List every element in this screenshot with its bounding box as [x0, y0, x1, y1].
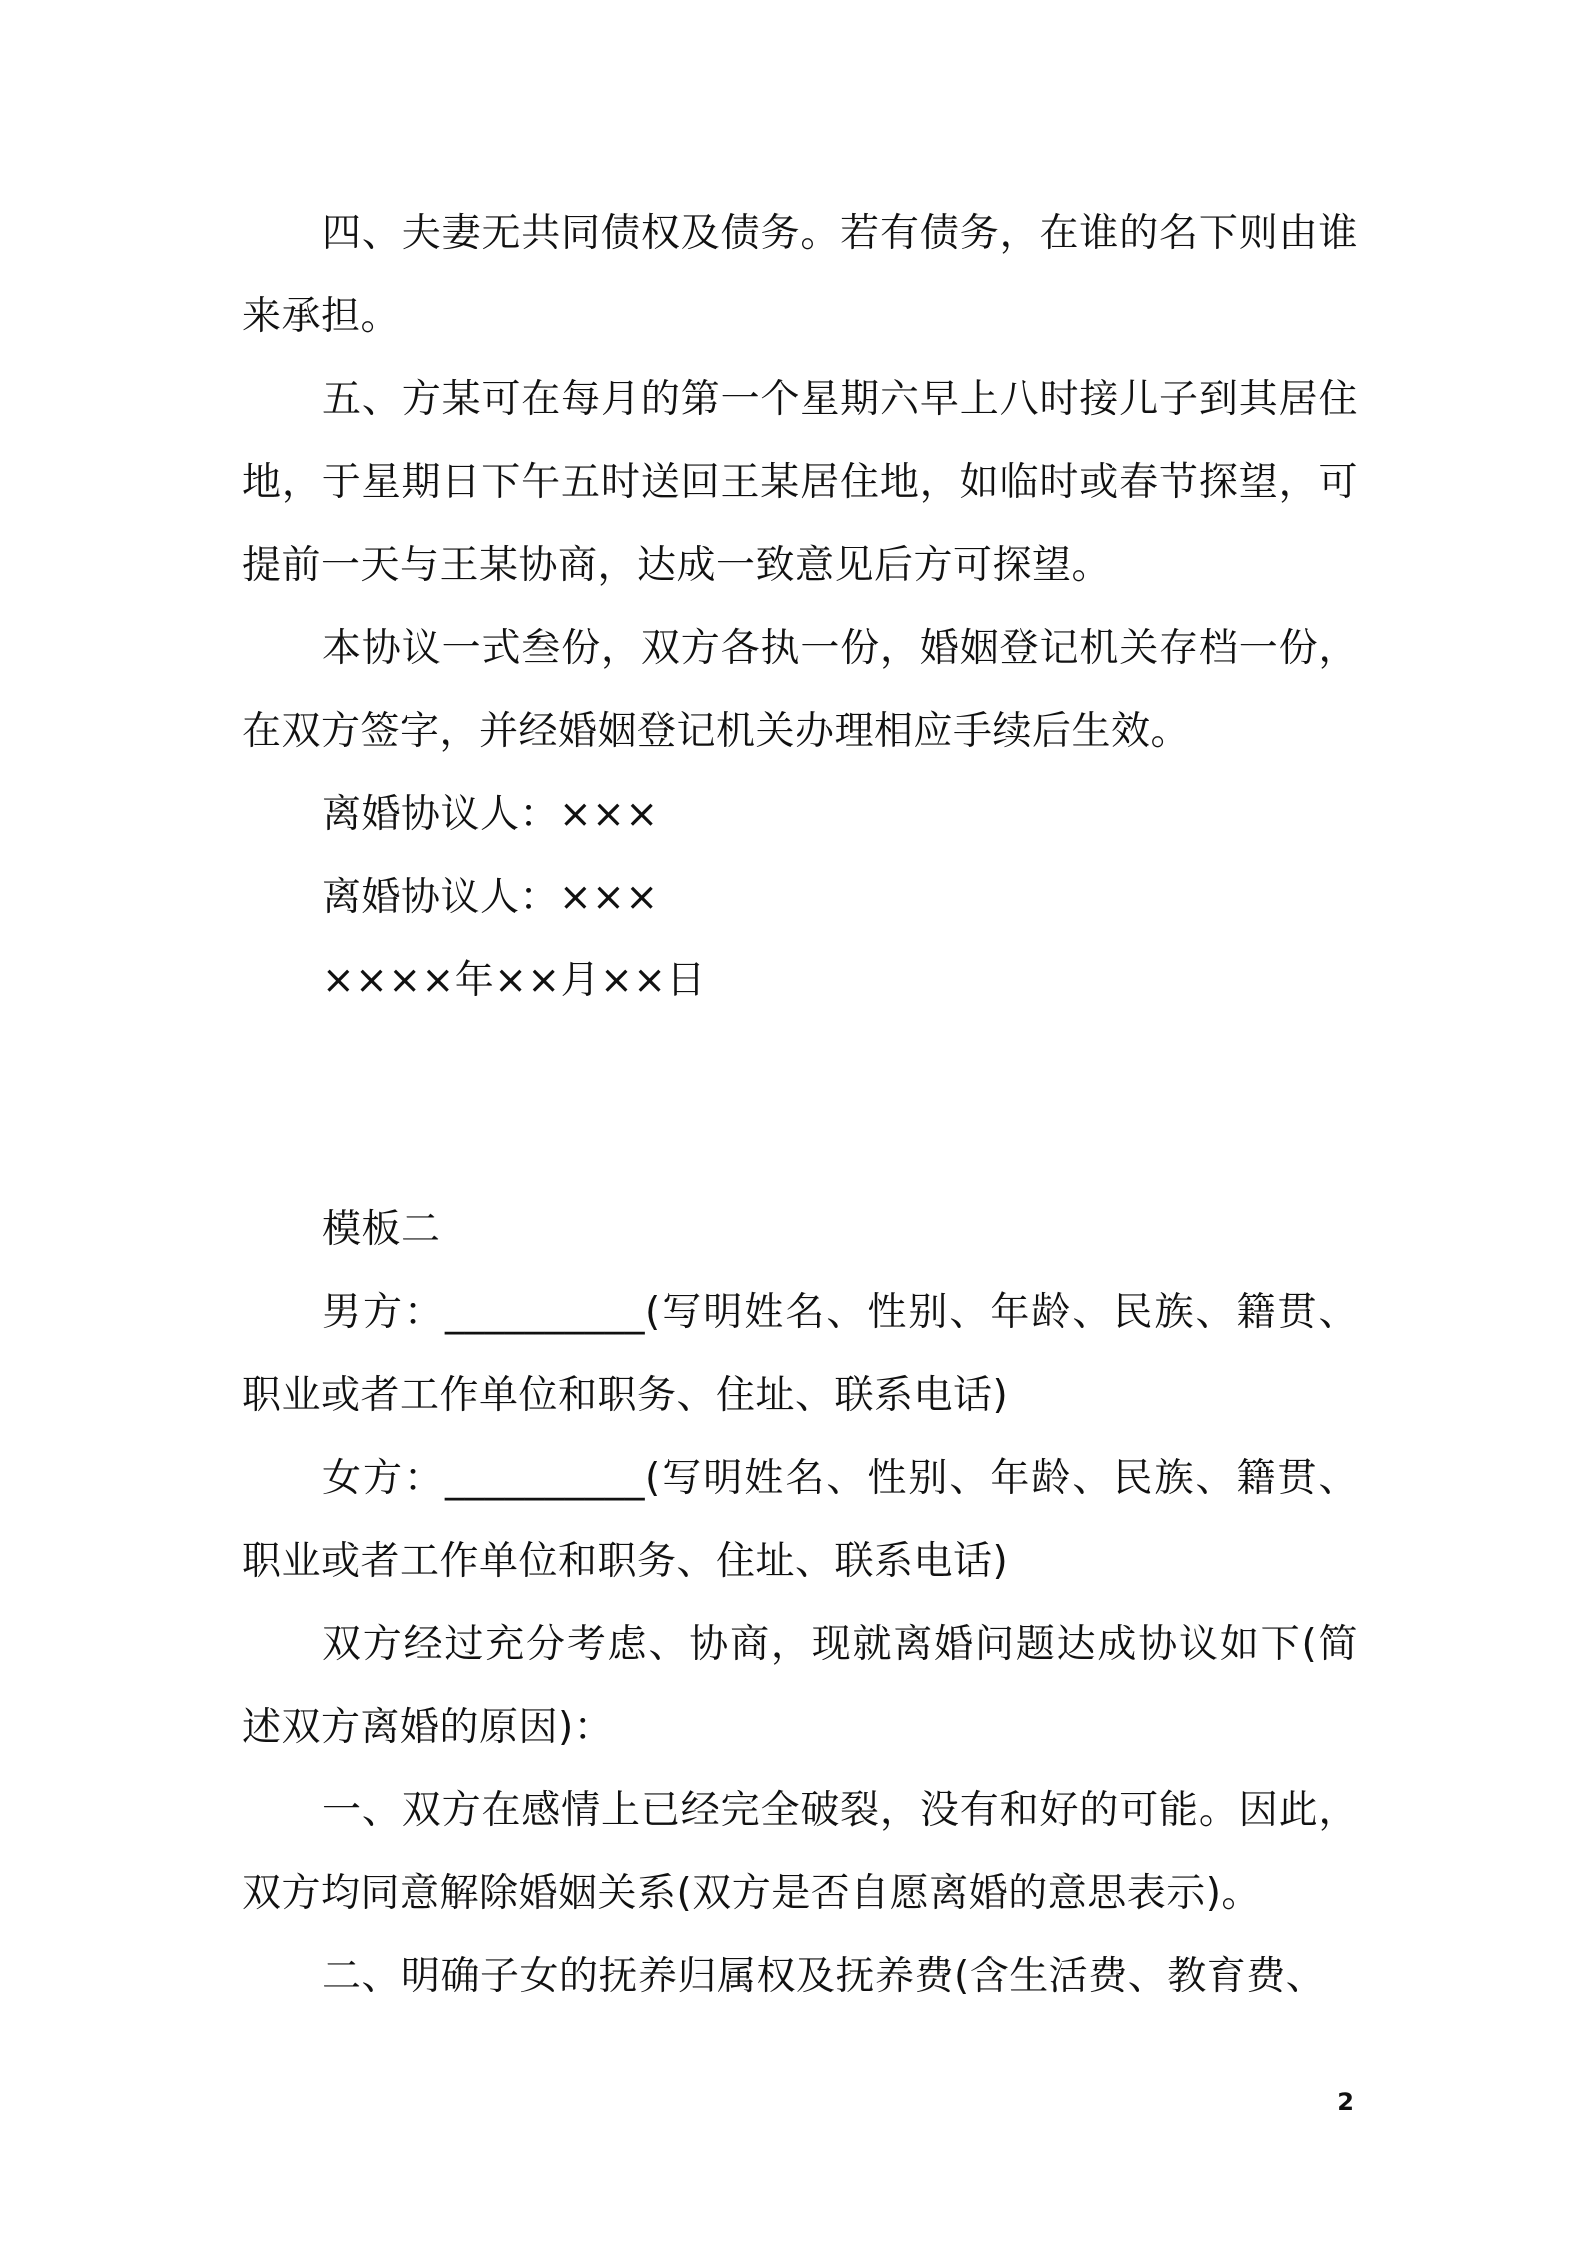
agreement-intro: 双方经过充分考虑、协商，现就离婚问题达成协议如下(简述双方离婚的原因)：	[242, 1622, 1358, 1750]
clause-four-debts: 四、夫妻无共同债权及债务。若有债务，在谁的名下则由谁来承担。	[242, 211, 1358, 339]
document-body	[242, 192, 1358, 2018]
template-two-heading: 模板二	[322, 1207, 441, 1252]
signatory-line-2: 离婚协议人：×××	[322, 875, 659, 920]
male-party-line: 男方：__________(写明姓名、性别、年龄、民族、籍贯、职业或者工作单位和职务、住址、联系电话)	[242, 1290, 1358, 1418]
signatory-line-1: 离婚协议人：×××	[322, 792, 659, 837]
page-number: 2	[1337, 2088, 1354, 2116]
female-party-line: 女方：__________(写明姓名、性别、年龄、民族、籍贯、职业或者工作单位和职务、住址、联系电话)	[242, 1456, 1358, 1584]
agreement-copies-clause: 本协议一式叁份，双方各执一份，婚姻登记机关存档一份，在双方签字，并经婚姻登记机关办理相应手续后生效。	[242, 626, 1358, 754]
section-spacer	[242, 1022, 1358, 1188]
clause-one-dissolution: 一、双方在感情上已经完全破裂，没有和好的可能。因此，双方均同意解除婚姻关系(双方是否自愿离婚的意思表示)。	[242, 1788, 1358, 1916]
clause-five-visitation: 五、方某可在每月的第一个星期六早上八时接儿子到其居住地，于星期日下午五时送回王某居住地，如临时或春节探望，可提前一天与王某协商，达成一致意见后方可探望。	[242, 377, 1358, 588]
clause-two-child-custody: 二、明确子女的抚养归属权及抚养费(含生活费、教育费、	[322, 1954, 1326, 1999]
signature-date: ××××年××月××日	[322, 958, 706, 1003]
